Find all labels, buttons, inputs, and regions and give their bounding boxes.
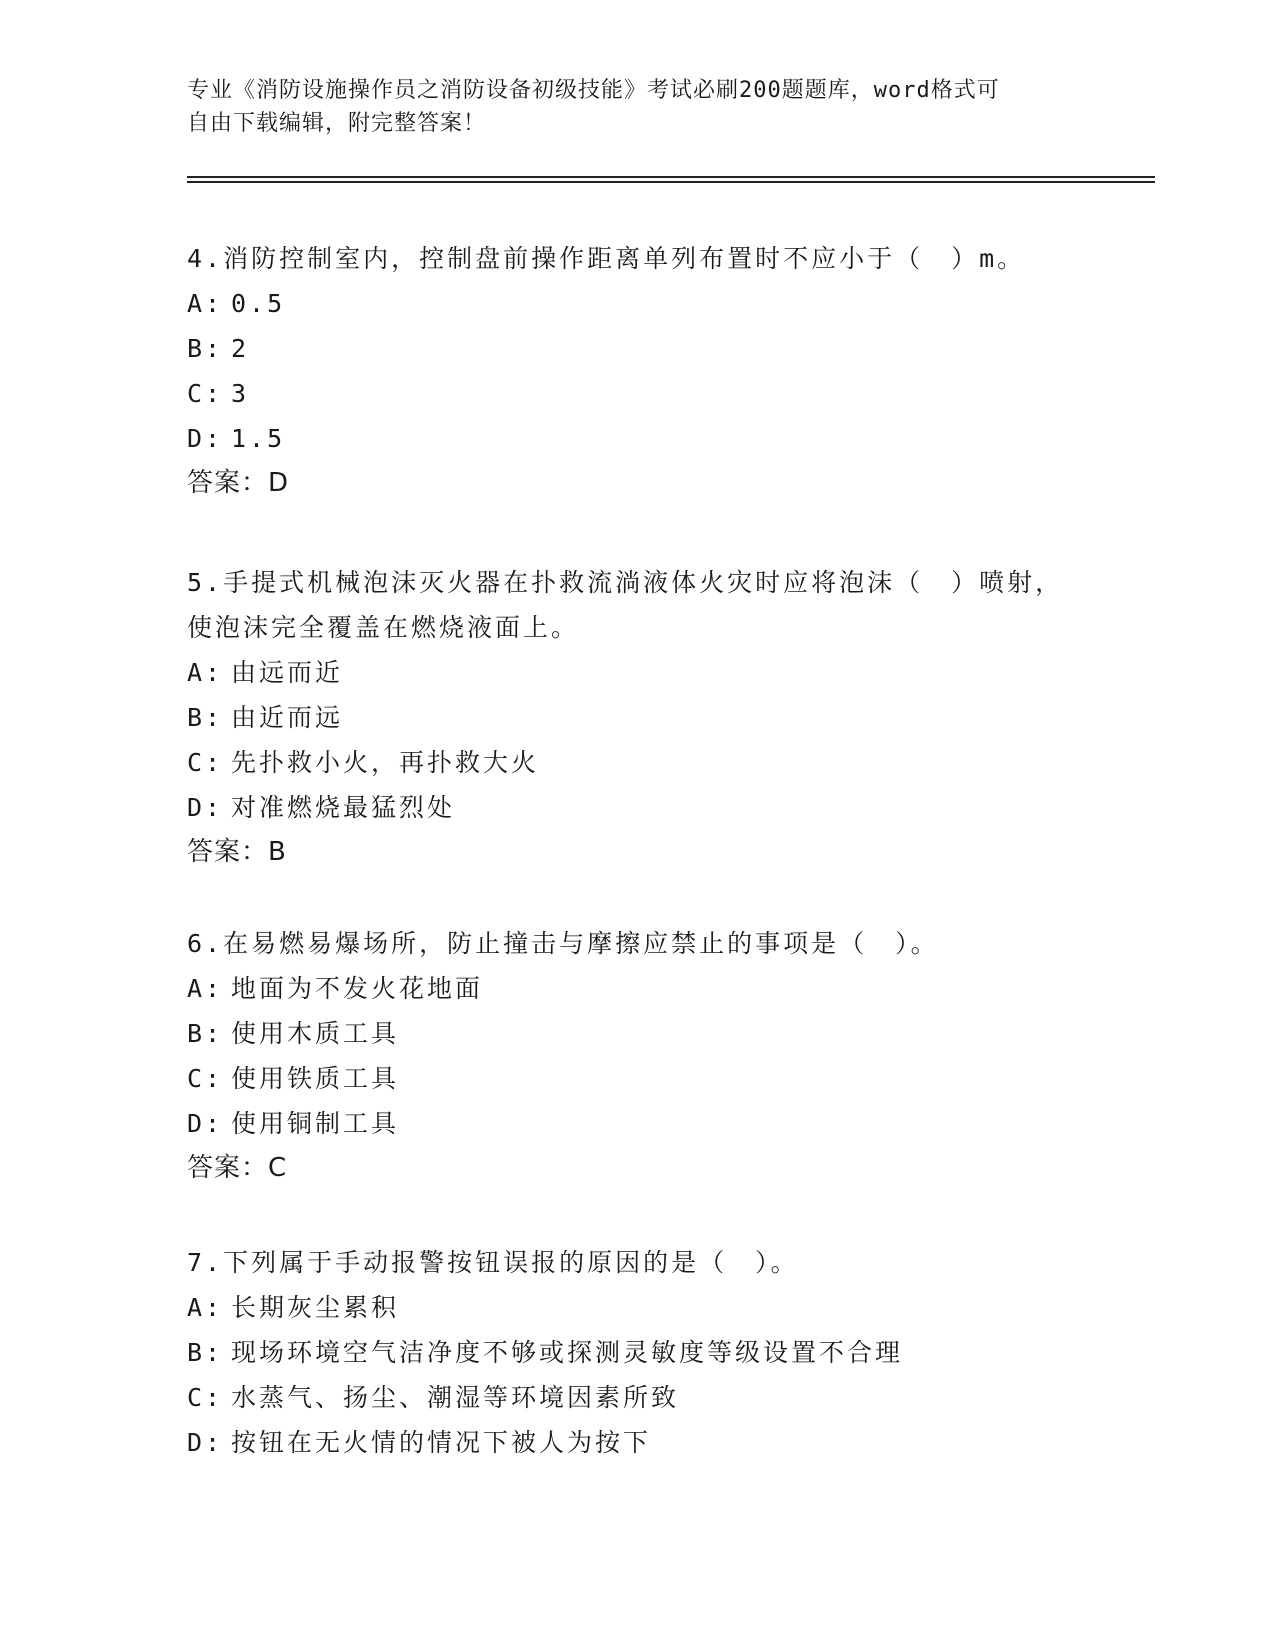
option-text: 现场环境空气洁净度不够或探测灵敏度等级设置不合理 xyxy=(231,1338,904,1367)
option-key: B: xyxy=(187,1338,224,1367)
option-b xyxy=(187,1330,1087,1375)
option-c xyxy=(187,1056,1087,1101)
answer-line: 答案：C xyxy=(187,1153,288,1183)
option-d xyxy=(187,785,1087,830)
option-a xyxy=(187,1285,1087,1330)
option-key: A: xyxy=(187,1293,224,1322)
question-stem: 7.下列属于手动报警按钮误报的原因的是（ ）。 xyxy=(187,1248,799,1277)
question-block xyxy=(187,921,1087,1191)
option-text: 对准燃烧最猛烈处 xyxy=(231,793,456,822)
header-divider-bottom xyxy=(187,181,1155,183)
question-stem: 4.消防控制室内，控制盘前操作距离单列布置时不应小于（ ）m。 xyxy=(187,244,1026,273)
question-block xyxy=(187,1240,1087,1465)
option-text: 水蒸气、扬尘、潮湿等环境因素所致 xyxy=(231,1383,680,1412)
option-key: B: xyxy=(187,334,224,363)
question-stem: 6.在易燃易爆场所，防止撞击与摩擦应禁止的事项是（ ）。 xyxy=(187,929,939,958)
option-text: 先扑救小火，再扑救大火 xyxy=(231,748,540,777)
option-b xyxy=(187,1011,1087,1056)
document-header xyxy=(187,74,1087,140)
header-divider-top xyxy=(187,176,1155,178)
answer-line: 答案：B xyxy=(187,837,287,867)
option-key: B: xyxy=(187,1019,224,1048)
option-key: A: xyxy=(187,974,224,1003)
option-b xyxy=(187,695,1087,740)
option-d xyxy=(187,416,1087,461)
option-d xyxy=(187,1101,1087,1146)
option-text: 使用铜制工具 xyxy=(231,1109,400,1138)
header-line-1: 专业《消防设施操作员之消防设备初级技能》考试必刷200题题库，word格式可 xyxy=(187,78,1000,103)
option-text: 按钮在无火情的情况下被人为按下 xyxy=(231,1428,652,1457)
question-block xyxy=(187,560,1087,875)
option-text: 由远而近 xyxy=(231,658,344,687)
option-key: C: xyxy=(187,379,224,408)
option-a xyxy=(187,966,1087,1011)
option-key: C: xyxy=(187,748,224,777)
option-key: B: xyxy=(187,703,224,732)
option-key: C: xyxy=(187,1383,224,1412)
header-line-2: 自由下载编辑，附完整答案！ xyxy=(187,111,487,136)
answer-line: 答案：D xyxy=(187,468,290,498)
option-key: A: xyxy=(187,289,224,318)
option-c xyxy=(187,740,1087,785)
option-a xyxy=(187,650,1087,695)
option-key: D: xyxy=(187,424,224,453)
question-block xyxy=(187,236,1087,506)
option-text: 地面为不发火花地面 xyxy=(231,974,484,1003)
option-text: 长期灰尘累积 xyxy=(231,1293,400,1322)
option-text: 使用木质工具 xyxy=(231,1019,400,1048)
option-b xyxy=(187,326,1087,371)
option-c xyxy=(187,1375,1087,1420)
option-key: D: xyxy=(187,1109,224,1138)
option-text: 1.5 xyxy=(231,424,286,453)
option-a xyxy=(187,281,1087,326)
option-key: D: xyxy=(187,1428,224,1457)
question-stem: 5.手提式机械泡沫灭火器在扑救流淌液体火灾时应将泡沫（ ）喷射，使泡沫完全覆盖在燃烧液面上。 xyxy=(187,568,1064,642)
option-text: 3 xyxy=(231,379,250,408)
option-text: 由近而远 xyxy=(231,703,344,732)
option-c xyxy=(187,371,1087,416)
option-text: 0.5 xyxy=(231,289,286,318)
option-key: C: xyxy=(187,1064,224,1093)
option-text: 使用铁质工具 xyxy=(231,1064,400,1093)
option-key: A: xyxy=(187,658,224,687)
option-d xyxy=(187,1420,1087,1465)
option-text: 2 xyxy=(231,334,250,363)
option-key: D: xyxy=(187,793,224,822)
